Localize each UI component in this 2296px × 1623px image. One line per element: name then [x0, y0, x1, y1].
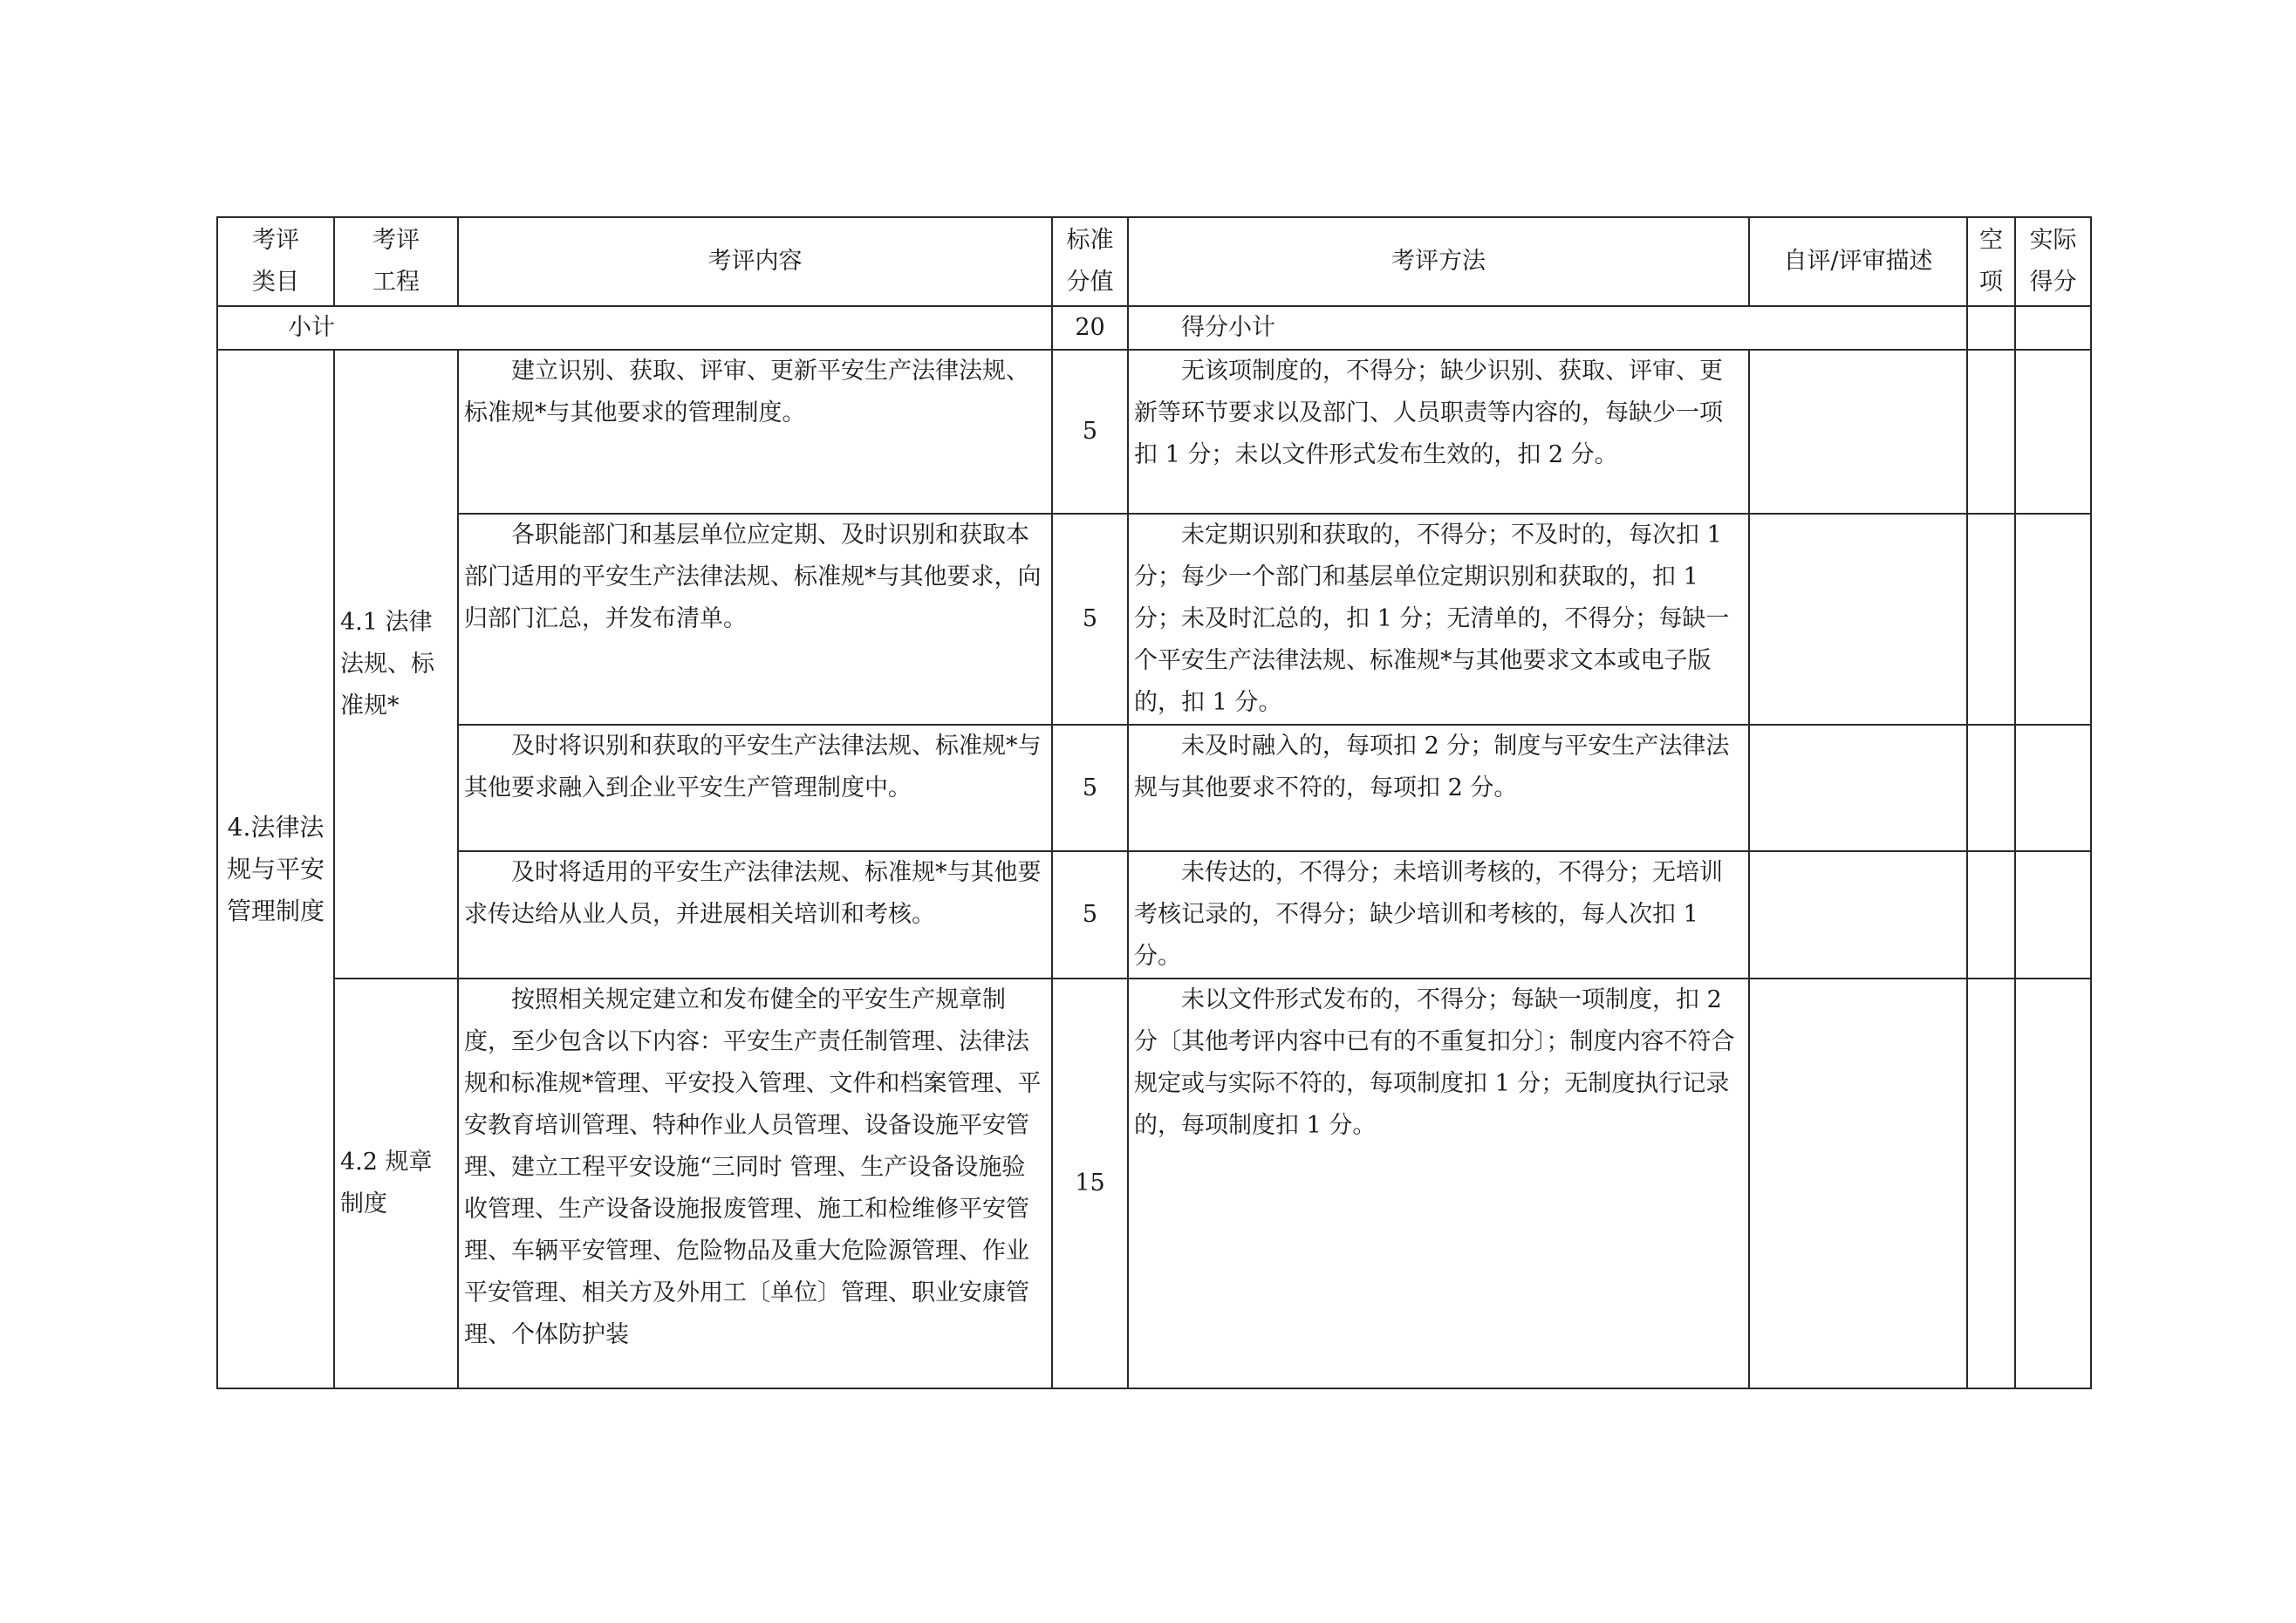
actual-score-cell: [2015, 514, 2091, 725]
subtotal-label: 小计: [217, 306, 1052, 350]
empty-item-cell: [1967, 725, 2015, 851]
content-cell: 及时将适用的平安生产法律法规、标准规*与其他要求传达给从业人员，并进展相关培训和考核。: [458, 851, 1052, 979]
header-empty-item: 空 项: [1967, 217, 2015, 306]
score-cell: 5: [1052, 350, 1128, 514]
score-cell: 5: [1052, 514, 1128, 725]
empty-item-cell: [1967, 979, 2015, 1388]
category-cell: 4.法律法规与平安管理制度: [217, 350, 334, 1388]
actual-score-cell: [2015, 350, 2091, 514]
header-row: [217, 217, 2091, 306]
header-actual-score: 实际 得分: [2015, 217, 2091, 306]
header-score: 标准 分值: [1052, 217, 1128, 306]
method-cell: 未以文件形式发布的，不得分；每缺一项制度，扣 2 分〔其他考评内容中已有的不重复扣分〕；制度内容不符合规定或与实际不符的，每项制度扣 1 分；无制度执行记录的，每项制度扣 1 分。: [1128, 979, 1749, 1388]
self-eval-cell: [1749, 725, 1967, 851]
header-method: 考评方法: [1128, 217, 1749, 306]
self-eval-cell: [1749, 851, 1967, 979]
table-row: [217, 851, 2091, 979]
method-cell: 未传达的，不得分；未培训考核的，不得分；无培训考核记录的，不得分；缺少培训和考核的，每人次扣 1 分。: [1128, 851, 1749, 979]
actual-score-cell: [2015, 851, 2091, 979]
header-self-eval: 自评/评审描述: [1749, 217, 1967, 306]
project-cell-4-1: 4.1 法律法规、标准规*: [334, 350, 458, 979]
score-cell: 5: [1052, 725, 1128, 851]
content-cell: 建立识别、获取、评审、更新平安生产法律法规、标准规*与其他要求的管理制度。: [458, 350, 1052, 514]
subtotal-row: [217, 306, 2091, 350]
content-cell: 及时将识别和获取的平安生产法律法规、标准规*与其他要求融入到企业平安生产管理制度中。: [458, 725, 1052, 851]
table-row: [217, 514, 2091, 725]
empty-item-cell: [1967, 350, 2015, 514]
table-row: [217, 350, 2091, 514]
table-row: [217, 725, 2091, 851]
evaluation-table: [216, 216, 2092, 1389]
empty-item-cell: [1967, 514, 2015, 725]
content-cell: 按照相关规定建立和发布健全的平安生产规章制度，至少包含以下内容：平安生产责任制管理、法律法规和标准规*管理、平安投入管理、文件和档案管理、平安教育培训管理、特种作业人员管理、设备设施平安管理、建立工程平安设施“三同时 管理、生产设备设施验收管理、生产设备设施报废管理、施工和检维修平安管理、车辆平安管理、危险物品及重大危险源管理、作业平安管理、相关方及外用工〔单位〕管理、职业安康管理、个体防护装: [458, 979, 1052, 1388]
project-cell-4-2: 4.2 规章制度: [334, 979, 458, 1388]
self-eval-cell: [1749, 979, 1967, 1388]
method-cell: 未定期识别和获取的，不得分；不及时的，每次扣 1 分；每少一个部门和基层单位定期识别和获取的，扣 1 分；未及时汇总的，扣 1 分；无清单的，不得分；每缺一个平安生产法律法规、标准规*与其他要求文本或电子版的，扣 1 分。: [1128, 514, 1749, 725]
table-row: [217, 979, 2091, 1388]
subtotal-score: 20: [1052, 306, 1128, 350]
score-cell: 15: [1052, 979, 1128, 1388]
method-cell: 未及时融入的，每项扣 2 分；制度与平安生产法律法规与其他要求不符的，每项扣 2 分。: [1128, 725, 1749, 851]
header-project: 考评 工程: [334, 217, 458, 306]
self-eval-cell: [1749, 514, 1967, 725]
method-cell: 无该项制度的，不得分；缺少识别、获取、评审、更新等环节要求以及部门、人员职责等内容的，每缺少一项扣 1 分；未以文件形式发布生效的，扣 2 分。: [1128, 350, 1749, 514]
subtotal-actual-score: [2015, 306, 2091, 350]
subtotal-empty-item: [1967, 306, 2015, 350]
header-category: 考评 类目: [217, 217, 334, 306]
content-cell: 各职能部门和基层单位应定期、及时识别和获取本部门适用的平安生产法律法规、标准规*与其他要求，向归部门汇总，并发布清单。: [458, 514, 1052, 725]
actual-score-cell: [2015, 979, 2091, 1388]
empty-item-cell: [1967, 851, 2015, 979]
subtotal-method: 得分小计: [1128, 306, 1967, 350]
actual-score-cell: [2015, 725, 2091, 851]
score-cell: 5: [1052, 851, 1128, 979]
header-content: 考评内容: [458, 217, 1052, 306]
self-eval-cell: [1749, 350, 1967, 514]
